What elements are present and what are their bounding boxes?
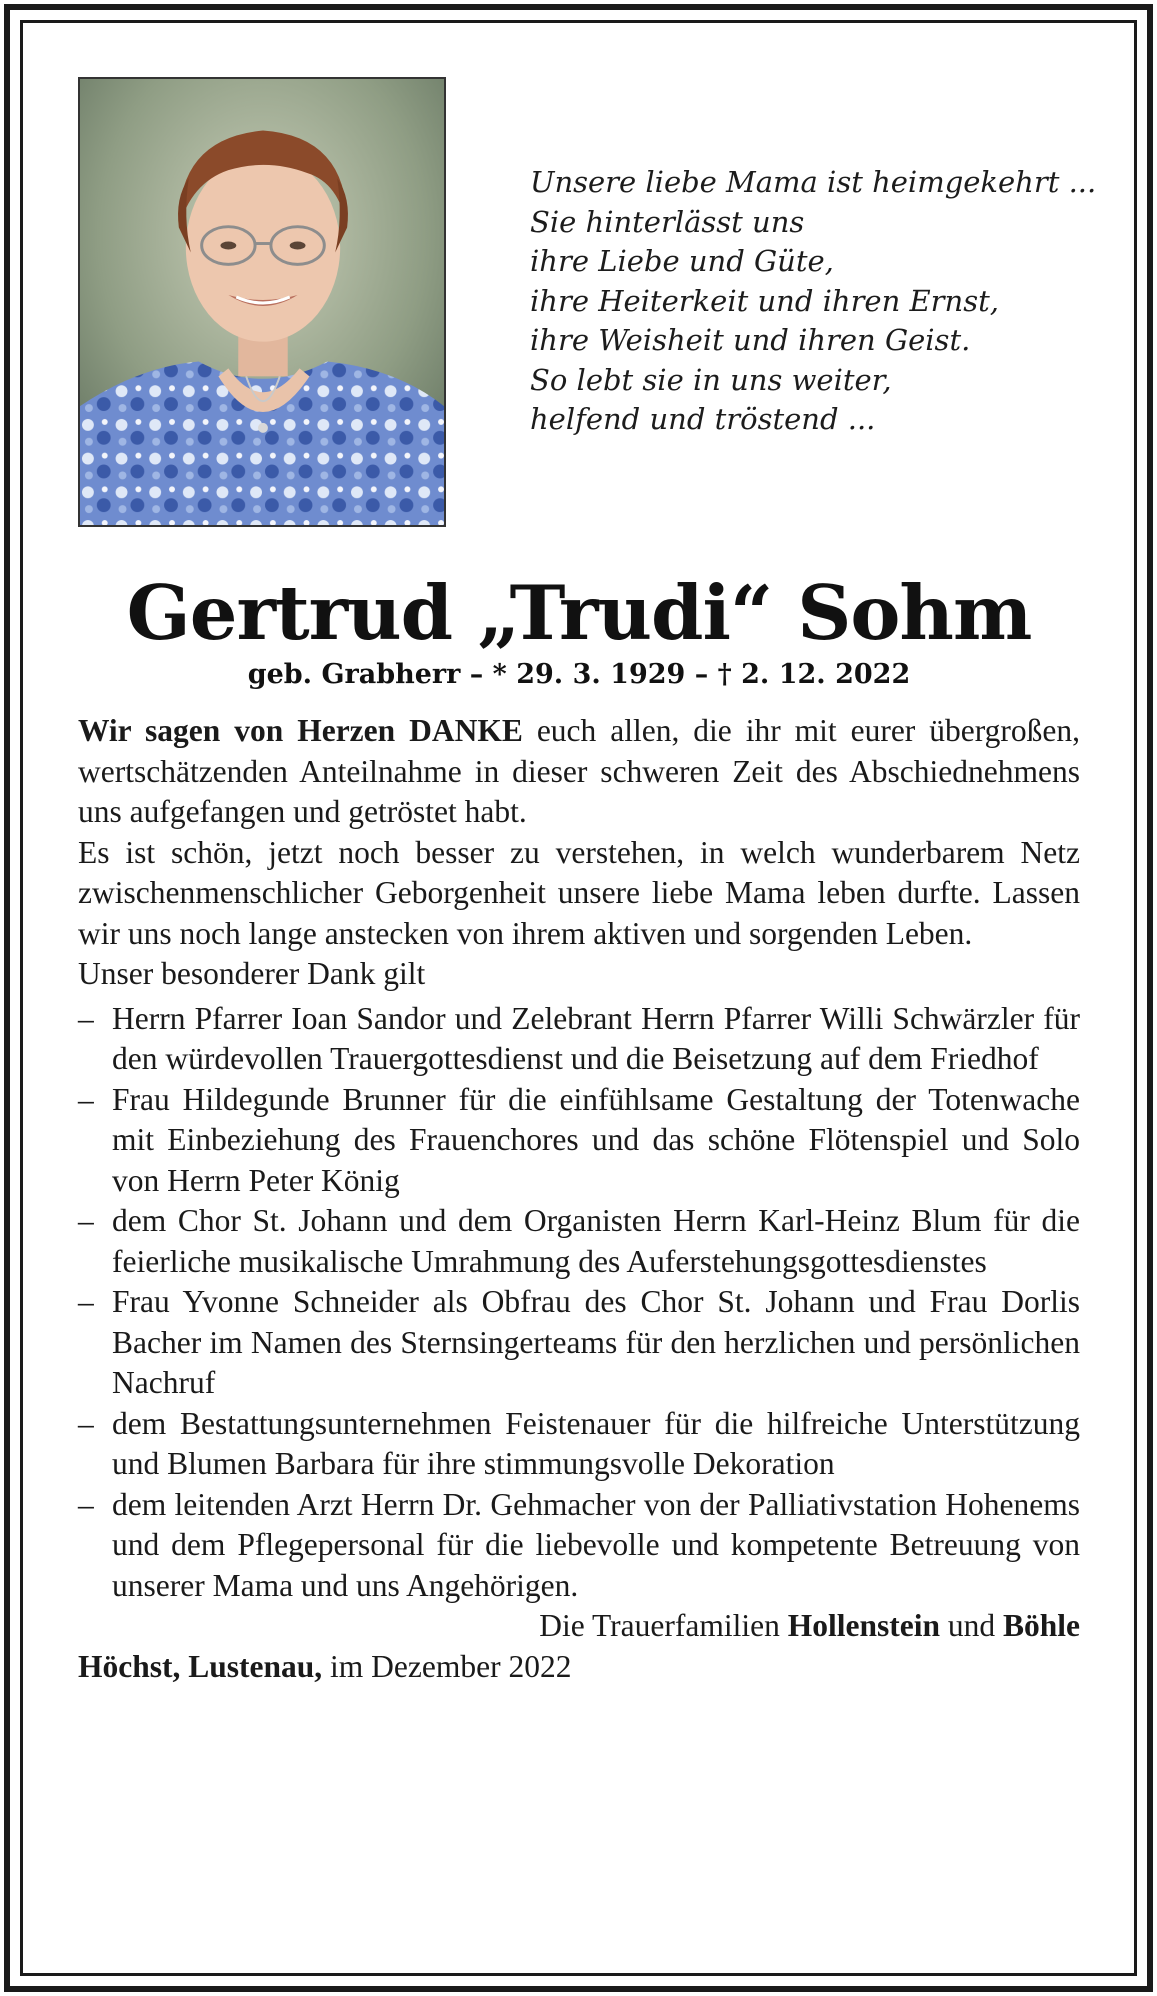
poem-line: ihre Heiterkeit und ihren Ernst,	[530, 283, 999, 318]
birth-death-dates: geb. Grabherr – * 29. 3. 1929 – † 2. 12. 2022	[247, 659, 911, 690]
poem-line: ihre Weisheit und ihren Geist.	[530, 323, 971, 357]
poem-line: Sie hinterlässt uns	[530, 204, 805, 239]
thanks-item: – Frau Hildegunde Brunner für die einfühlsame Gestaltung der Totenwache mit Einbeziehung des Frauenchores und das schöne Flötenspiel und Solo von Herrn Peter König	[78, 1080, 1080, 1202]
memorial-poem	[530, 163, 1096, 440]
thanks-item: – dem leitenden Arzt Herrn Dr. Gehmacher von der Palliativstation Hohenems und dem Pflegepersonal für die liebevolle und kompetente Betreuung von unserer Mama und uns Angehörigen.	[78, 1485, 1080, 1607]
obituary-content	[78, 77, 1097, 1687]
thanks-item: – dem Chor St. Johann und dem Organisten Herrn Karl-Heinz Blum für die feierliche musikalische Umrahmung des Auferstehungsgottesdienstes	[78, 1201, 1080, 1282]
second-paragraph: Es ist schön, jetzt noch besser zu verstehen, in welch wunderbarem Netz zwischenmenschlicher Geborgenheit unsere liebe Mama leben durfte. Lassen wir uns noch lange anstecken von ihrem aktiven und sorgenden Leben.	[78, 834, 1080, 951]
thanks-item: – Frau Yvonne Schneider als Obfrau des Chor St. Johann und Frau Dorlis Bacher im Namen des Sternsingerteams für den herzlichen und persönlichen Nachruf	[78, 1282, 1080, 1404]
family-name-2: Böhle	[1002, 1608, 1080, 1643]
signature-prefix: Die Trauerfamilien	[539, 1608, 788, 1643]
place-date-line	[78, 1647, 1080, 1688]
poem-line: ihre Liebe und Güte,	[530, 244, 834, 278]
intro-bold: Wir sagen von Herzen DANKE	[78, 713, 523, 748]
portrait-photo	[78, 77, 446, 527]
family-signature	[78, 1606, 1080, 1647]
thanks-heading: Unser besonderer Dank gilt	[78, 956, 426, 991]
poem-line: So lebt sie in uns weiter,	[530, 362, 892, 397]
signature-joiner: und	[939, 1608, 1003, 1643]
place-names: Höchst, Lustenau,	[78, 1648, 323, 1684]
family-name-1: Hollenstein	[787, 1608, 940, 1643]
poem-line: Unsere liebe Mama ist heimgekehrt ...	[530, 165, 1097, 199]
date-text: im Dezember 2022	[322, 1648, 572, 1684]
header-block	[78, 77, 1097, 529]
deceased-name: Gertrud „Trudi“ Sohm	[126, 569, 1032, 657]
intro-paragraph	[78, 711, 1080, 833]
intro-rest: euch allen, die ihr mit eurer übergroßen, wertschätzenden Anteilnahme in dieser schweren Zeit des Abschiednehmens uns aufgefangen und getröstet habt.	[78, 713, 1080, 829]
portrait-illustration	[80, 79, 444, 525]
thanks-item: – Herrn Pfarrer Ioan Sandor und Zelebrant Herrn Pfarrer Willi Schwärzler für den würdevollen Trauergottesdienst und die Beisetzung auf dem Friedhof	[78, 999, 1080, 1080]
thanks-list	[78, 999, 1080, 1607]
poem-line: helfend und tröstend ...	[530, 402, 876, 436]
thanks-item: – dem Bestattungsunternehmen Feistenauer für die hilfreiche Unterstützung und Blumen Barbara für ihre stimmungsvolle Dekoration	[78, 1404, 1080, 1485]
thank-you-text	[78, 711, 1080, 1687]
